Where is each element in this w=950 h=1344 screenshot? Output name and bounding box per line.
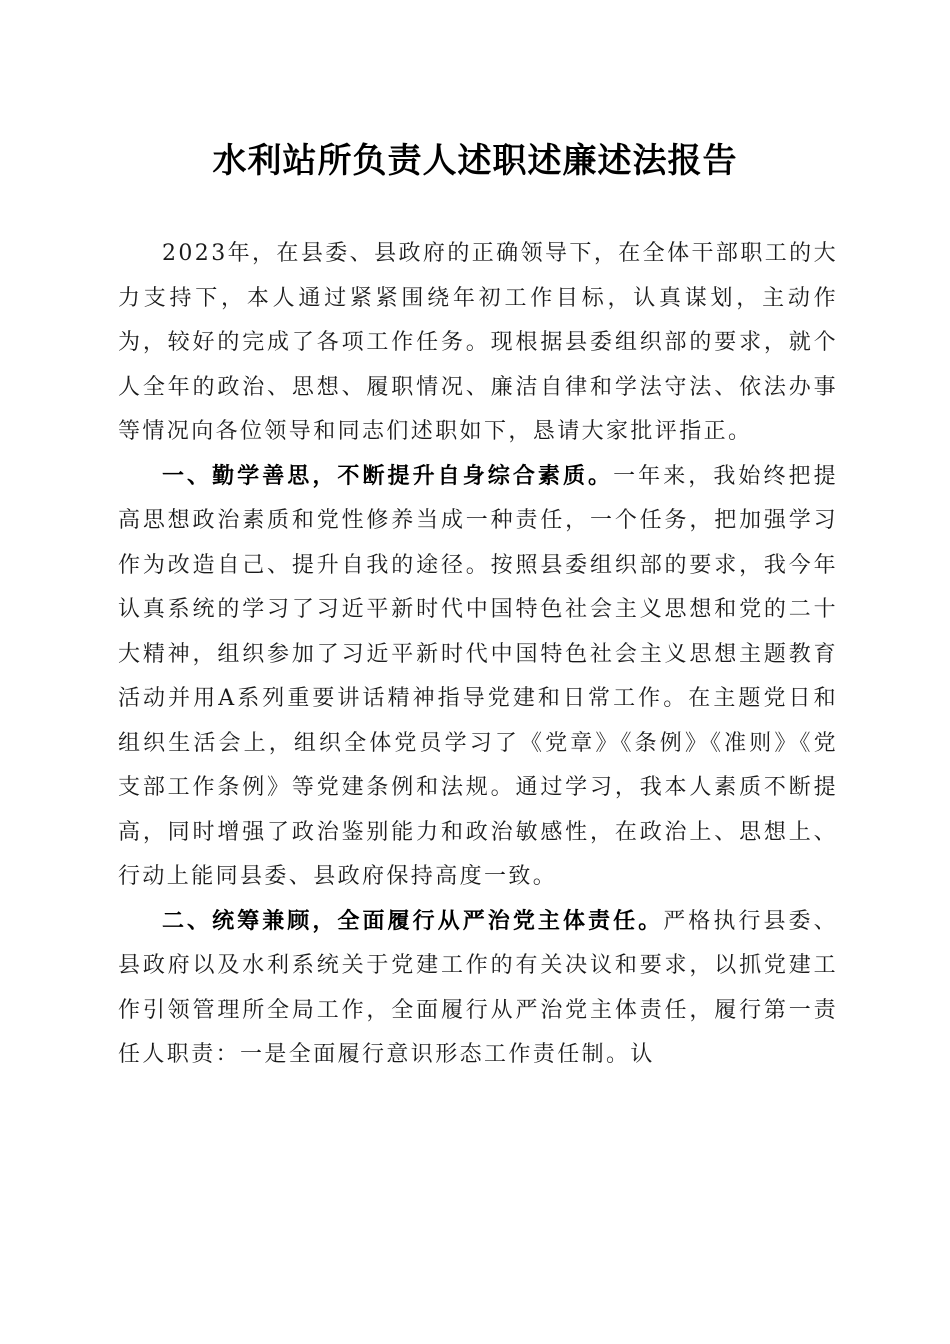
paragraph-text: 一年来，我始终把提高思想政治素质和党性修养当成一种责任，一个任务，把加强学习作为改造自己、提升自我的途径。按照县委组织部的要求，我今年认真系统的学习了习近平新时代中国特色社会主义思想和党的二十大精神，组织参加了习近平新时代中国特色社会主义思想主题教育活动并用A系列重要讲话精神指导党建和日常工作。在主题党日和组织生活会上，组织全体党员学习了《党章》《条例》《准则》《党支部工作条例》等党建条例和法规。通过学习，我本人素质不断提高，同时增强了政治鉴别能力和政治敏感性，在政治上、思想上、行动上能同县委、县政府保持高度一致。 <box>118 463 838 889</box>
paragraph-text: 2023年，在县委、县政府的正确领导下，在全体干部职工的大力支持下，本人通过紧紧围绕年初工作目标，认真谋划，主动作为，较好的完成了各项工作任务。现根据县委组织部的要求，就个人全年的政治、思想、履职情况、廉洁自律和学法守法、依法办事等情况向各位领导和同志们述职如下，恳请大家批评指正。 <box>118 241 838 444</box>
paragraph-text: 严格执行县委、县政府以及水利系统关于党建工作的有关决议和要求，以抓党建工作引领管理所全局工作，全面履行从严治党主体责任，履行第一责任人职责：一是全面履行意识形态工作责任制。认 <box>118 908 838 1067</box>
section-heading: 一、勤学善思，不断提升自身综合素质。 <box>162 463 614 489</box>
paragraph-section-2 <box>118 900 838 1078</box>
paragraph-section-1 <box>118 455 838 900</box>
document-body <box>118 232 838 1078</box>
section-heading: 二、统筹兼顾，全面履行从严治党主体责任。 <box>162 908 664 934</box>
paragraph-intro <box>118 232 838 455</box>
document-title: 水利站所负责人述职述廉述法报告 <box>212 141 738 181</box>
